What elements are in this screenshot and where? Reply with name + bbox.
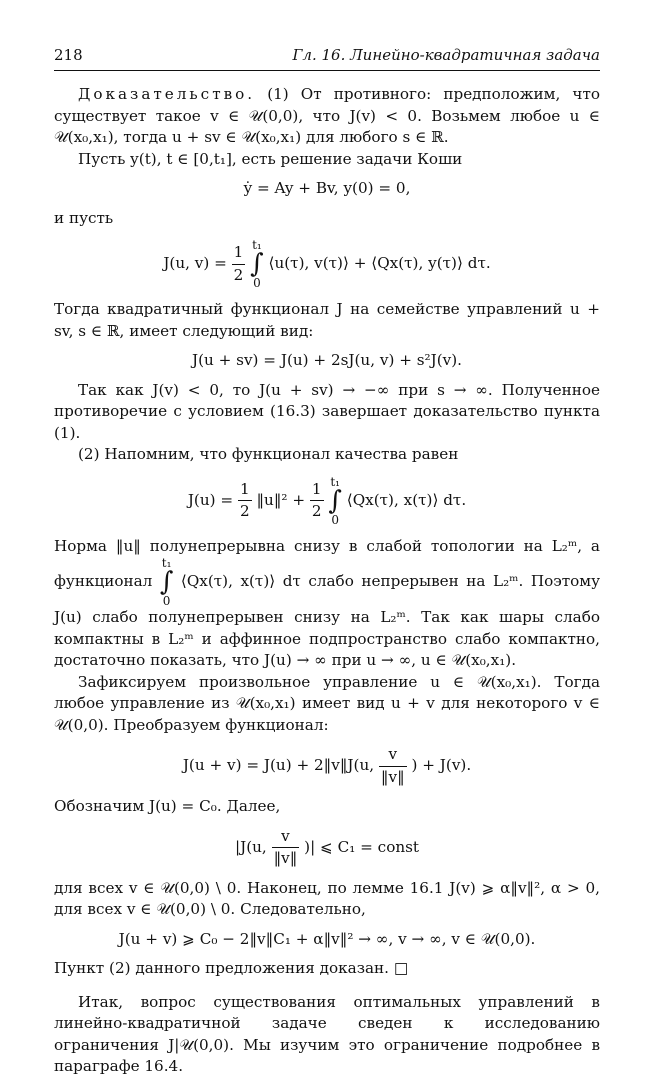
proof-paragraph-11: Пункт (2) данного предложения доказан. □ <box>54 959 409 977</box>
formula-J-uv: J(u, v) = $\frac{1}{2}$ t₁ ∫ 0 ⟨u(τ), v(τ)⟩ + ⟨Qx(τ), y(τ)⟩ dτ. <box>163 238 491 290</box>
proof-paragraph-6: (2) Напомним, что функционал качества равен <box>78 445 459 463</box>
running-header <box>54 44 600 71</box>
fraction-half: $\frac{1}{2}$ <box>233 243 244 284</box>
formula-cauchy: ẏ = Ay + Bv, y(0) = 0, <box>243 179 411 197</box>
proof-paragraph-8: Зафиксируем произвольное управление u ∈ 𝒰(x₀,x₁). Тогда любое управление из 𝒰(x₀,x₁) имеет вид u + v для некоторого v ∈ 𝒰(0,0). Преобразуем функционал: <box>54 672 600 734</box>
proof-paragraph-7: Норма ‖u‖ полунепрерывна снизу в слабой топологии на L₂ᵐ, а функционал t₁ ∫ 0 ⟨Qx(τ), x(τ)⟩ dτ слабо непрерывен на L₂ᵐ. Поэтому J(u) слабо полунепрерывен снизу на L₂ᵐ. Так как шары слабо компактны в L₂ᵐ и аффинное подпространство слабо компактно, достаточно показать, что J(u) → ∞ при u → ∞, u ∈ 𝒰(x₀,x₁). <box>54 536 601 669</box>
page-number: 218 <box>54 46 83 64</box>
fraction-half: $\frac{1}{2}$ <box>311 479 322 520</box>
fraction-half: $\frac{1}{2}$ <box>239 479 250 520</box>
proof-paragraph-4: Тогда квадратичный функционал J на семействе управлений u + sv, s ∈ ℝ, имеет следующий вид: <box>54 300 600 340</box>
proof-paragraph-3: и пусть <box>54 208 114 227</box>
fraction-v-norm: $\frac{v}{‖v‖}$ <box>380 745 405 786</box>
formula-J-u-v: J(u + v) = J(u) + 2‖v‖J(u, $\frac{v}{‖v‖}$ ) + J(v). <box>54 744 600 788</box>
proof-paragraph-5: Так как J(v) < 0, то J(u + sv) → −∞ при s → ∞. Полученное противоречие с условием (16.3) завершает доказательство пункта (1). <box>54 380 600 442</box>
proof-label: Доказательство. <box>78 85 256 103</box>
integral-sign: t₁ ∫ 0 <box>328 474 342 527</box>
fraction-v-norm: $\frac{v}{‖v‖}$ <box>273 826 298 867</box>
page-body <box>54 84 600 1078</box>
formula-coercive: J(u + v) ⩾ C₀ − 2‖v‖C₁ + α‖v‖² → ∞, v → ∞, v ∈ 𝒰(0,0). <box>118 929 536 948</box>
formula-J-u-sv: J(u + sv) = J(u) + 2sJ(u, v) + s²J(v). <box>192 351 462 369</box>
proof-paragraph-2: Пусть y(t), t ∈ [0,t₁], есть решение задачи Коши <box>78 149 463 168</box>
integral-sign: t₁ ∫ 0 <box>159 556 174 608</box>
formula-J-u: J(u) = $\frac{1}{2}$ ‖u‖² + $\frac{1}{2}$ t₁ ∫ 0 ⟨Qx(τ), x(τ)⟩ dτ. <box>187 474 467 527</box>
proof-paragraph-10: для всех v ∈ 𝒰(0,0) \ 0. Наконец, по лемме 16.1 J(v) ⩾ α‖v‖², α > 0, для всех v ∈ 𝒰(0,0) \ 0. Следовательно, <box>54 878 600 918</box>
proof-paragraph-9: Обозначим J(u) = C₀. Далее, <box>54 797 281 815</box>
proof-paragraph-1: Доказательство. (1) От противного: предположим, что существует такое v ∈ 𝒰(0,0), что J(v) < 0. Возьмем любое u ∈ 𝒰(x₀,x₁), тогда u + sv ∈ 𝒰(x₀,x₁) для любого s ∈ ℝ. <box>54 85 600 146</box>
closing-paragraph: Итак, вопрос существования оптимальных управлений в линейно-квадратичной задаче сведен к исследованию ограничения J|𝒰(0,0). Мы изучим это ограничение подробнее в параграфе 16.4. <box>54 992 600 1075</box>
chapter-title: Гл. 16. Линейно-квадратичная задача <box>292 46 600 64</box>
integral-sign: t₁ ∫ 0 <box>250 238 264 290</box>
formula-bound: |J(u, $\frac{v}{‖v‖}$ )| ⩽ C₁ = const <box>54 826 600 870</box>
